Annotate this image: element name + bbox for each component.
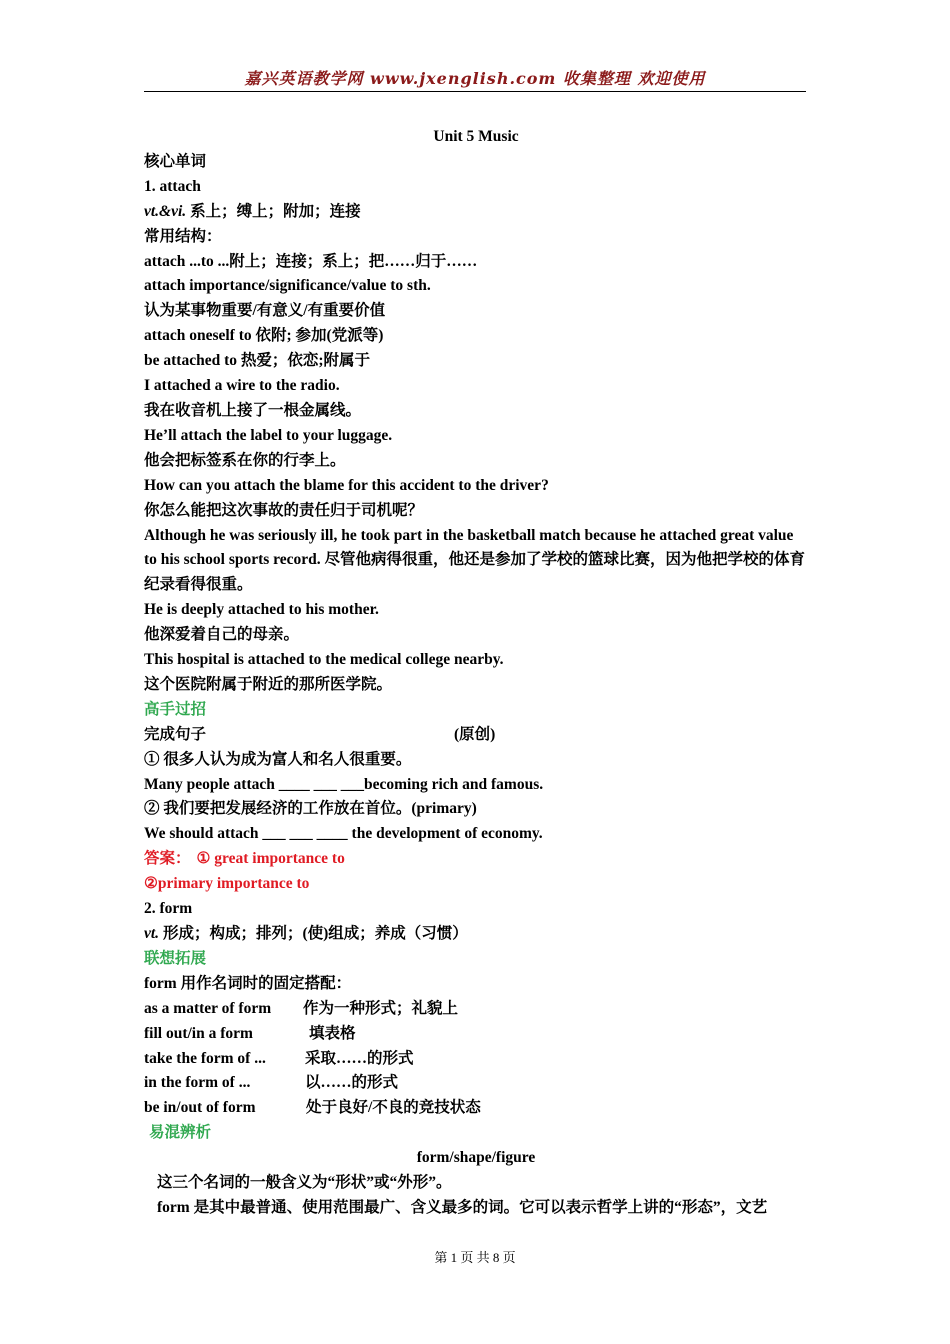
example-translation: 我在收音机上接了一根金属线。 (144, 401, 362, 419)
exercise-prompt: ② 我们要把发展经济的工作放在首位。(primary) (144, 800, 477, 818)
distinction-paragraph: form 是其中最普通、使用范围最广、含义最多的词。它可以表示哲学上讲的“形态”，文艺 (157, 1198, 768, 1216)
page-header: 嘉兴英语教学网 www.jxenglish.com 收集整理 欢迎使用 (244, 69, 706, 88)
answer-line: ②primary importance to (144, 875, 310, 893)
exercise-label: 完成句子 (144, 725, 207, 743)
section-heading-core-words: 核心单词 (144, 152, 207, 170)
section-heading-distinction: 易混辨析 (149, 1124, 212, 1142)
exercise-heading (144, 723, 808, 748)
exercise-sentence: We should attach ___ ___ ____ the development of economy. (144, 825, 543, 843)
definition-text: 系上；缚上；附加；连接 (186, 202, 361, 220)
word-heading-form: 2. form (144, 900, 193, 918)
page-footer: 第 1 页 共 8 页 (434, 1250, 516, 1265)
collocation-row (144, 997, 808, 1022)
exercise-sentence: Many people attach ____ ___ ___becoming rich and famous. (144, 775, 544, 793)
collocation-phrase: be in/out of form (144, 1099, 256, 1117)
collocation-row (144, 1096, 808, 1121)
definition-line (144, 922, 808, 947)
part-of-speech: vt.&vi. (144, 202, 187, 220)
collocation-meaning: 填表格 (309, 1024, 356, 1042)
answer-text: ① great importance to (196, 850, 345, 868)
part-of-speech: vt. (144, 925, 160, 942)
exercise-source: (原创) (454, 725, 496, 743)
definition-text: 形成；构成；排列；(使)组成；养成（习惯） (159, 925, 468, 942)
example-sentence: How can you attach the blame for this accident to the driver? (144, 476, 549, 494)
distinction-paragraph: 这三个名词的一般含义为“形状”或“外形”。 (157, 1174, 452, 1192)
section-heading-practice: 高手过招 (144, 700, 207, 718)
exercise-prompt: ① 很多人认为成为富人和名人很重要。 (144, 750, 412, 768)
word-heading-attach: 1. attach (144, 177, 201, 195)
structure-line: attach oneself to 依附; 参加(党派等) (144, 327, 384, 345)
collocation-heading: form 用作名词时的固定搭配： (144, 974, 352, 992)
definition-line (144, 200, 808, 225)
collocation-meaning: 处于良好/不良的竞技状态 (306, 1099, 481, 1117)
collocation-row (144, 1022, 808, 1047)
header-divider (144, 91, 806, 92)
collocation-phrase: fill out/in a form (144, 1024, 253, 1042)
collocation-phrase: as a matter of form (144, 999, 272, 1017)
unit-title: Unit 5 Music (433, 128, 519, 145)
collocation-row (144, 1047, 808, 1072)
collocation-meaning: 采取……的形式 (305, 1049, 414, 1067)
structure-line: attach ...to ...附上；连接；系上；把……归于…… (144, 252, 478, 270)
section-heading-extension: 联想拓展 (144, 949, 207, 967)
structure-line: 认为某事物重要/有意义/有重要价值 (144, 302, 386, 320)
structure-line: be attached to 热爱；依恋;附属于 (144, 352, 371, 370)
example-sentence: He is deeply attached to his mother. (144, 601, 379, 619)
collocation-meaning: 作为一种形式；礼貌上 (303, 999, 459, 1017)
document-body (144, 125, 808, 1221)
answer-line (144, 847, 808, 872)
answer-label: 答案： (144, 850, 191, 868)
structure-heading: 常用结构： (144, 227, 222, 245)
example-translation: 这个医院附属于附近的那所医学院。 (144, 675, 393, 693)
distinction-title: form/shape/figure (416, 1149, 536, 1167)
example-sentence: I attached a wire to the radio. (144, 377, 340, 395)
collocation-meaning: 以……的形式 (305, 1074, 399, 1092)
example-translation: 你怎么能把这次事故的责任归于司机呢？ (144, 501, 424, 519)
structure-line: attach importance/significance/value to sth. (144, 277, 431, 295)
example-translation: 他深爱着自己的母亲。 (144, 626, 300, 644)
example-paragraph: Although he was seriously ill, he took part in the basketball match because he attached great value to his school sports record. 尽管他病得很重，他还是参加了学校的篮球比赛，因为他把学校的体育纪录看得很重。 (144, 526, 806, 594)
collocation-row (144, 1071, 808, 1096)
example-sentence: He’ll attach the label to your luggage. (144, 426, 393, 444)
example-translation: 他会把标签系在你的行李上。 (144, 451, 346, 469)
example-sentence: This hospital is attached to the medical college nearby. (144, 651, 504, 669)
collocation-phrase: in the form of ... (144, 1074, 251, 1092)
collocation-phrase: take the form of ... (144, 1049, 266, 1067)
